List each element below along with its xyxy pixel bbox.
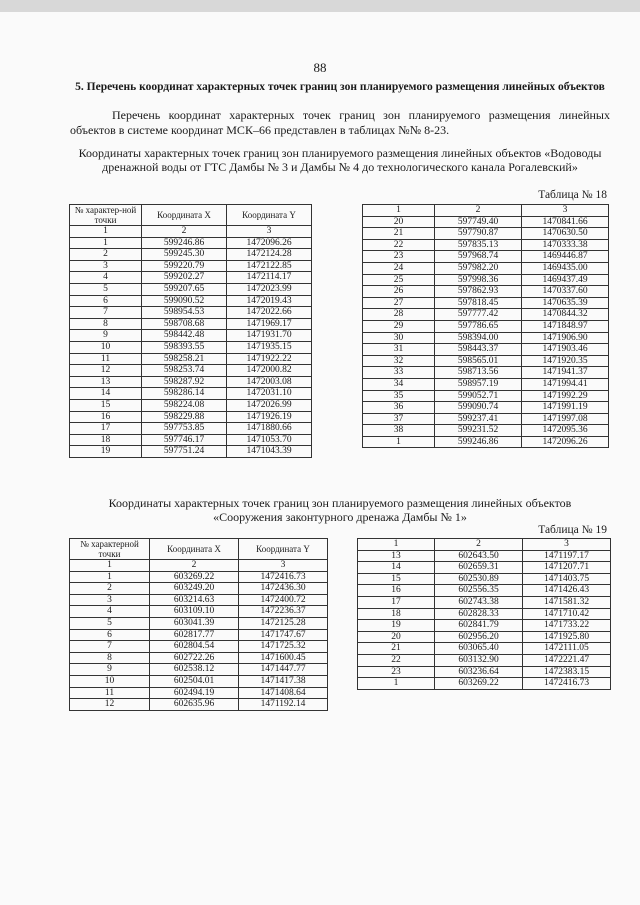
table-cell: 1472026.99 <box>227 399 312 411</box>
table-cell: 602956.20 <box>435 631 523 643</box>
page-number: 88 <box>313 60 327 75</box>
table-cell: 1471725.32 <box>239 641 328 653</box>
table-cell: 1471991.19 <box>522 402 609 414</box>
table-cell: 1472019.43 <box>227 295 312 307</box>
table-cell: 597753.85 <box>142 423 227 435</box>
table-row <box>70 353 312 365</box>
table-row <box>363 320 609 332</box>
table-cell: 11 <box>70 353 142 365</box>
table-cell: 1470841.66 <box>522 216 609 228</box>
table-cell: 3 <box>522 205 609 217</box>
table-row <box>70 675 328 687</box>
table-cell: 1472095.36 <box>522 425 609 437</box>
table-cell: 599202.27 <box>142 272 227 284</box>
table-cell: 602494.19 <box>150 687 239 699</box>
table-cell: 598708.68 <box>142 318 227 330</box>
table-row <box>70 699 328 711</box>
table-header-row <box>363 205 609 217</box>
table-cell: 1471931.70 <box>227 330 312 342</box>
table-row <box>358 654 611 666</box>
table-cell: 1471925.80 <box>523 631 611 643</box>
table-row <box>363 274 609 286</box>
table-cell: 1469435.00 <box>522 262 609 274</box>
table-cell: 2 <box>142 226 227 238</box>
table-18-right <box>362 204 609 448</box>
table-cell: 598286.14 <box>142 388 227 400</box>
table-row <box>70 341 312 353</box>
table-cell: 598442.48 <box>142 330 227 342</box>
table-row <box>363 228 609 240</box>
table-cell: 3 <box>227 226 312 238</box>
table-18-left <box>69 204 312 458</box>
table-cell: 1471992.29 <box>522 390 609 402</box>
table-cell: 23 <box>363 251 435 263</box>
table-cell: 17 <box>358 596 435 608</box>
table-cell: 1472236.37 <box>239 606 328 618</box>
table-row <box>70 423 312 435</box>
table-cell: 1471994.41 <box>522 378 609 390</box>
table-cell: 598229.88 <box>142 411 227 423</box>
table-row <box>363 436 609 448</box>
table-row <box>70 652 328 664</box>
table-row <box>358 666 611 678</box>
table-cell: 597786.65 <box>435 320 522 332</box>
table-cell: 603041.39 <box>150 617 239 629</box>
table-cell: 9 <box>70 330 142 342</box>
section-heading: 5. Перечень координат характерных точек границ зон планируемого размещения линейных объектов <box>75 81 605 93</box>
table-cell: 602643.50 <box>435 550 523 562</box>
table-cell: 1470844.32 <box>522 309 609 321</box>
table-cell: 1471408.64 <box>239 687 328 699</box>
table-cell: № характер-ной точки <box>70 205 142 226</box>
table-cell: 603269.22 <box>435 678 523 690</box>
table-row <box>70 237 312 249</box>
table-cell: 1472022.66 <box>227 307 312 319</box>
table-row <box>70 594 328 606</box>
table-row <box>363 251 609 263</box>
table-cell: 599237.41 <box>435 413 522 425</box>
table-cell: 599090.74 <box>435 402 522 414</box>
table-cell: 14 <box>70 388 142 400</box>
table-cell: 1471906.90 <box>522 332 609 344</box>
table-cell: 602841.79 <box>435 620 523 632</box>
table-cell: 603269.22 <box>150 571 239 583</box>
table-cell: 2 <box>435 205 522 217</box>
table-cell: Координата Y <box>239 539 328 560</box>
table-cell: Координата X <box>142 205 227 226</box>
table-cell: 3 <box>70 260 142 272</box>
table-cell: 2 <box>70 249 142 261</box>
table-cell: 27 <box>363 297 435 309</box>
table-cell: 16 <box>70 411 142 423</box>
table-cell: 1472436.30 <box>239 583 328 595</box>
table-row <box>358 562 611 574</box>
table-cell: 598443.37 <box>435 344 522 356</box>
table-cell: 602722.26 <box>150 652 239 664</box>
table-cell: 22 <box>358 654 435 666</box>
table-row <box>70 307 312 319</box>
table-row <box>70 687 328 699</box>
table-row <box>70 399 312 411</box>
table-cell: 1471733.22 <box>523 620 611 632</box>
table-row <box>363 344 609 356</box>
table-cell: 12 <box>70 699 150 711</box>
table-row <box>358 596 611 608</box>
table-cell: 8 <box>70 652 150 664</box>
table-cell: 1472096.26 <box>522 436 609 448</box>
table-cell: Координата Y <box>227 205 312 226</box>
table-cell: 1471880.66 <box>227 423 312 435</box>
table-cell: 1471600.45 <box>239 652 328 664</box>
table-cell: 4 <box>70 272 142 284</box>
table-cell: 3 <box>70 594 150 606</box>
table-cell: 1471207.71 <box>523 562 611 574</box>
table-cell: 6 <box>70 295 142 307</box>
table-cell: 13 <box>358 550 435 562</box>
table-cell: 1 <box>70 237 142 249</box>
table-row <box>363 378 609 390</box>
table-cell: 1471848.97 <box>522 320 609 332</box>
table-cell: 1472416.73 <box>239 571 328 583</box>
table-cell: 1472000.82 <box>227 365 312 377</box>
table-row <box>70 260 312 272</box>
table-cell: 5 <box>70 283 142 295</box>
table-cell: 26 <box>363 286 435 298</box>
table-cell: 1 <box>363 436 435 448</box>
table-row <box>358 573 611 585</box>
table-cell: 597968.74 <box>435 251 522 263</box>
table-cell: 602817.77 <box>150 629 239 641</box>
table-cell: 598253.74 <box>142 365 227 377</box>
table-row <box>70 388 312 400</box>
table-cell: 1472124.28 <box>227 249 312 261</box>
table-cell: 21 <box>358 643 435 655</box>
table-cell: 18 <box>70 434 142 446</box>
table-row <box>358 585 611 597</box>
table-cell: 1472003.08 <box>227 376 312 388</box>
table-cell: 2 <box>435 539 523 551</box>
table-cell: 597751.24 <box>142 446 227 458</box>
table-cell: 603132.90 <box>435 654 523 666</box>
table-cell: 599231.52 <box>435 425 522 437</box>
table-row <box>363 425 609 437</box>
intro-paragraph: Перечень координат характерных точек границ зон планируемого размещения линейных объектов в системе координат МСК–66 представлен в таблицах №№ 8-23. <box>70 108 610 137</box>
table-row <box>70 446 312 458</box>
table-header-row <box>70 205 312 226</box>
table-cell: 598393.55 <box>142 341 227 353</box>
table-cell: 598258.21 <box>142 353 227 365</box>
table-cell: 4 <box>70 606 150 618</box>
table-cell: 598287.92 <box>142 376 227 388</box>
table-cell: 7 <box>70 641 150 653</box>
table-index-row <box>70 226 312 238</box>
table-cell: 24 <box>363 262 435 274</box>
table-cell: 1471192.14 <box>239 699 328 711</box>
table-cell: 1472111.05 <box>523 643 611 655</box>
table-cell: 20 <box>363 216 435 228</box>
table-cell: 36 <box>363 402 435 414</box>
table-row <box>70 629 328 641</box>
table-cell: 1471053.70 <box>227 434 312 446</box>
table-cell: 597746.17 <box>142 434 227 446</box>
table-cell: 1471581.32 <box>523 596 611 608</box>
table-cell: 1471903.46 <box>522 344 609 356</box>
table-cell: 15 <box>358 573 435 585</box>
table-cell: 1472122.85 <box>227 260 312 272</box>
table-row <box>363 262 609 274</box>
table-cell: 32 <box>363 355 435 367</box>
table-cell: 599052.71 <box>435 390 522 402</box>
table-19-label: Таблица № 19 <box>538 524 607 536</box>
table-cell: 18 <box>358 608 435 620</box>
table-row <box>70 617 328 629</box>
table-cell: 597790.87 <box>435 228 522 240</box>
viewer-top-bar <box>0 0 640 12</box>
table-cell: 12 <box>70 365 142 377</box>
table-cell: 14 <box>358 562 435 574</box>
table-header-row <box>358 539 611 551</box>
table-row <box>70 272 312 284</box>
table-row <box>358 620 611 632</box>
table-cell: 603109.10 <box>150 606 239 618</box>
table-cell: 1471710.42 <box>523 608 611 620</box>
table-cell: 1471043.39 <box>227 446 312 458</box>
table-cell: 33 <box>363 367 435 379</box>
table-cell: 602804.54 <box>150 641 239 653</box>
table-cell: 7 <box>70 307 142 319</box>
table-cell: 1 <box>358 539 435 551</box>
table-cell: 29 <box>363 320 435 332</box>
table-cell: 602635.96 <box>150 699 239 711</box>
table-row <box>358 608 611 620</box>
table-row <box>70 365 312 377</box>
table-header-row <box>70 539 328 560</box>
table-cell: 1470630.50 <box>522 228 609 240</box>
table-cell: 34 <box>363 378 435 390</box>
table-cell: 1471997.08 <box>522 413 609 425</box>
table-cell: 35 <box>363 390 435 402</box>
table-cell: 1470337.60 <box>522 286 609 298</box>
table-cell: 597982.20 <box>435 262 522 274</box>
table-cell: 1 <box>358 678 435 690</box>
table-18-label: Таблица № 18 <box>538 189 607 201</box>
table-cell: 598957.19 <box>435 378 522 390</box>
table-cell: 1472221.47 <box>523 654 611 666</box>
table-cell: 10 <box>70 341 142 353</box>
table-row <box>363 216 609 228</box>
table-row <box>363 239 609 251</box>
table-cell: 10 <box>70 675 150 687</box>
table-cell: 1469437.49 <box>522 274 609 286</box>
table-cell: 1472096.26 <box>227 237 312 249</box>
table-cell: 13 <box>70 376 142 388</box>
table-row <box>70 318 312 330</box>
table-cell: 3 <box>239 560 328 572</box>
table-row <box>70 583 328 595</box>
table-cell: 598713.56 <box>435 367 522 379</box>
table-cell: 602828.33 <box>435 608 523 620</box>
table-cell: 37 <box>363 413 435 425</box>
table-cell: 28 <box>363 309 435 321</box>
table-cell: 1471417.38 <box>239 675 328 687</box>
table-cell: 599246.86 <box>142 237 227 249</box>
table-cell: 1471447.77 <box>239 664 328 676</box>
table-cell: 599246.86 <box>435 436 522 448</box>
table-row <box>363 309 609 321</box>
table-cell: 1 <box>363 205 435 217</box>
table-cell: 1 <box>70 571 150 583</box>
table-19-right <box>357 538 611 690</box>
table-cell: 599245.30 <box>142 249 227 261</box>
table-cell: 602743.38 <box>435 596 523 608</box>
table-cell: 9 <box>70 664 150 676</box>
table-cell: 1 <box>70 226 142 238</box>
table-row <box>363 367 609 379</box>
table-cell: 1471941.37 <box>522 367 609 379</box>
table-cell: 1471197.17 <box>523 550 611 562</box>
table-cell: 598394.00 <box>435 332 522 344</box>
table-cell: 1 <box>70 560 150 572</box>
table-cell: 22 <box>363 239 435 251</box>
table-cell: 1470333.38 <box>522 239 609 251</box>
table-row <box>70 571 328 583</box>
table-row <box>70 434 312 446</box>
table-cell: Координата X <box>150 539 239 560</box>
table-cell: 3 <box>523 539 611 551</box>
table-cell: 1469446.87 <box>522 251 609 263</box>
table-cell: 2 <box>70 583 150 595</box>
table-cell: 19 <box>358 620 435 632</box>
table-row <box>358 678 611 690</box>
table-cell: 1471747.67 <box>239 629 328 641</box>
table-cell: 15 <box>70 399 142 411</box>
table-row <box>363 402 609 414</box>
table-row <box>70 283 312 295</box>
table-cell: 603065.40 <box>435 643 523 655</box>
table-row <box>363 355 609 367</box>
table-cell: 1472416.73 <box>523 678 611 690</box>
table-row <box>363 286 609 298</box>
table-row <box>358 631 611 643</box>
table-cell: 602659.31 <box>435 562 523 574</box>
table-cell: 11 <box>70 687 150 699</box>
table-row <box>70 641 328 653</box>
table-cell: 603236.64 <box>435 666 523 678</box>
table-18-caption: Координаты характерных точек границ зон планируемого размещения линейных объектов «Водоводы дренажной воды от ГТС Дамбы № 3 и Дамбы № 4 до технологического канала Рогалевский» <box>78 146 602 174</box>
table-cell: 1472114.17 <box>227 272 312 284</box>
table-cell: 597749.40 <box>435 216 522 228</box>
table-19-caption: Координаты характерных точек границ зон планируемого размещения линейных объектов «Сооружения законтурного дренажа Дамбы № 1» <box>108 496 572 524</box>
table-cell: 23 <box>358 666 435 678</box>
table-cell: 1471920.35 <box>522 355 609 367</box>
table-cell: 599220.79 <box>142 260 227 272</box>
table-cell: 597777.42 <box>435 309 522 321</box>
table-cell: 30 <box>363 332 435 344</box>
table-row <box>358 550 611 562</box>
table-cell: 38 <box>363 425 435 437</box>
table-row <box>363 332 609 344</box>
table-row <box>363 390 609 402</box>
table-cell: 2 <box>150 560 239 572</box>
table-cell: 603214.63 <box>150 594 239 606</box>
table-cell: 31 <box>363 344 435 356</box>
table-cell: 16 <box>358 585 435 597</box>
table-cell: 597835.13 <box>435 239 522 251</box>
table-cell: 1471403.75 <box>523 573 611 585</box>
table-cell: 597818.45 <box>435 297 522 309</box>
table-cell: 597862.93 <box>435 286 522 298</box>
table-cell: 597998.36 <box>435 274 522 286</box>
table-cell: 1471935.15 <box>227 341 312 353</box>
table-index-row <box>70 560 328 572</box>
table-cell: 1471426.43 <box>523 585 611 597</box>
table-cell: 17 <box>70 423 142 435</box>
table-cell: 599090.52 <box>142 295 227 307</box>
table-row <box>70 606 328 618</box>
table-cell: 1471969.17 <box>227 318 312 330</box>
table-cell: 8 <box>70 318 142 330</box>
table-cell: 598954.53 <box>142 307 227 319</box>
table-cell: 602530.89 <box>435 573 523 585</box>
table-row <box>363 297 609 309</box>
table-19-left <box>69 538 328 711</box>
table-cell: 19 <box>70 446 142 458</box>
table-cell: 1472031.10 <box>227 388 312 400</box>
table-cell: 598224.08 <box>142 399 227 411</box>
table-cell: 1471926.19 <box>227 411 312 423</box>
table-cell: 21 <box>363 228 435 240</box>
table-row <box>70 295 312 307</box>
table-cell: 1472383.15 <box>523 666 611 678</box>
table-row <box>70 664 328 676</box>
table-cell: 1471922.22 <box>227 353 312 365</box>
table-cell: 20 <box>358 631 435 643</box>
table-row <box>363 413 609 425</box>
table-cell: 25 <box>363 274 435 286</box>
table-cell: 5 <box>70 617 150 629</box>
table-cell: 598565.01 <box>435 355 522 367</box>
table-row <box>70 249 312 261</box>
table-row <box>70 330 312 342</box>
table-cell: 6 <box>70 629 150 641</box>
table-row <box>70 411 312 423</box>
table-cell: 1472023.99 <box>227 283 312 295</box>
table-cell: 602556.35 <box>435 585 523 597</box>
table-cell: 599207.65 <box>142 283 227 295</box>
table-cell: 1470635.39 <box>522 297 609 309</box>
table-row <box>358 643 611 655</box>
table-cell: 602538.12 <box>150 664 239 676</box>
table-cell: № характерной точки <box>70 539 150 560</box>
table-cell: 603249.20 <box>150 583 239 595</box>
table-row <box>70 376 312 388</box>
table-cell: 602504.01 <box>150 675 239 687</box>
table-cell: 1472400.72 <box>239 594 328 606</box>
table-cell: 1472125.28 <box>239 617 328 629</box>
